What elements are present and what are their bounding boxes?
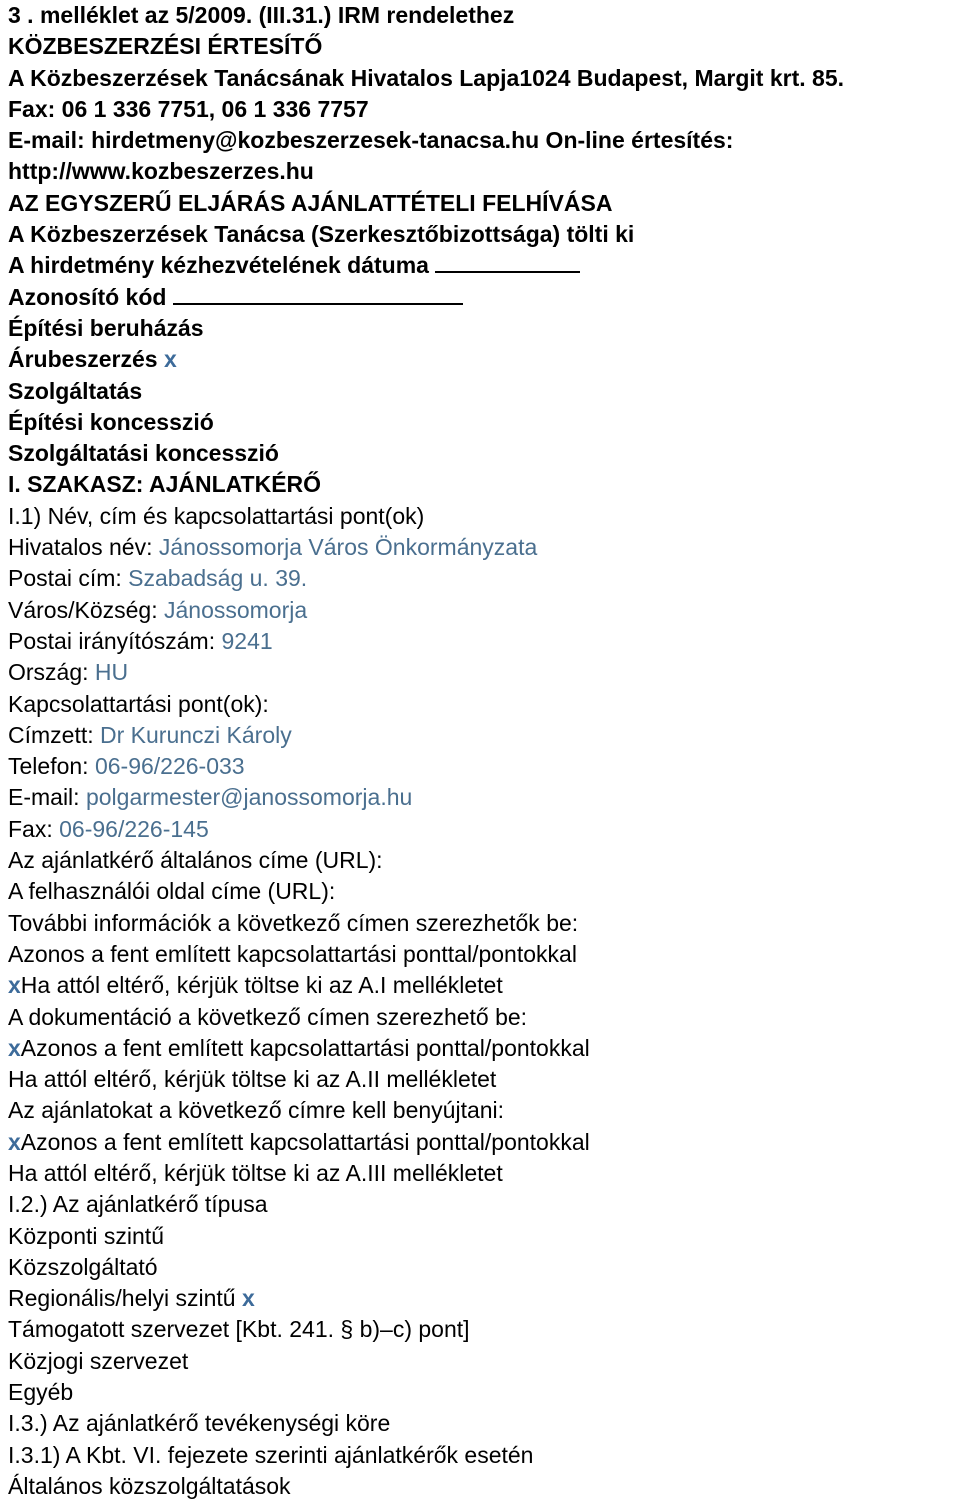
email-value: polgarmester@janossomorja.hu (85, 784, 413, 811)
email-row (8, 782, 960, 813)
postal-address-row (8, 563, 960, 594)
type-supply-row (8, 344, 960, 375)
addressee-row (8, 720, 960, 751)
fax-row (8, 814, 960, 845)
country-row (8, 657, 960, 688)
same-as-contact-3-row (8, 1127, 960, 1158)
type-supply-mark: x (163, 346, 177, 373)
receipt-date-blank (435, 251, 580, 273)
id-code-row (8, 282, 960, 313)
journal-email-online: E-mail: hirdetmeny@kozbeszerzesek-tanacsa.hu On-line értesítés: (8, 127, 734, 154)
annex-a1-row (8, 970, 960, 1001)
contact-heading: I.1) Név, cím és kapcsolattartási pont(ok) (8, 502, 425, 529)
postal-address-value: Szabadság u. 39. (128, 565, 308, 592)
buyer-profile-url-label: A felhasználói oldal címe (URL): (8, 878, 336, 905)
postcode-row (8, 626, 960, 657)
buyer-type-regional-mark: x (241, 1285, 255, 1312)
notice-title: AZ EGYSZERŰ ELJÁRÁS AJÁNLATTÉTELI FELHÍVÁSA (8, 189, 613, 216)
id-code-label: Azonosító kód (8, 283, 167, 310)
documentation-label: A dokumentáció a következő címen szerezhető be: (8, 1003, 528, 1030)
section-sign: § (340, 1316, 354, 1343)
receipt-date-row (8, 250, 960, 281)
id-code-blank (173, 283, 463, 305)
buyer-type-supported: Támogatott szervezet [Kbt. 241. (8, 1316, 334, 1343)
country-label: Ország: (8, 659, 89, 686)
buyer-type-heading: I.2.) Az ajánlatkérő típusa (8, 1191, 268, 1218)
same-as-contact-3-mark: x (8, 1128, 21, 1155)
buyer-type-other: Egyéb (8, 1379, 74, 1406)
contact-points-label: Kapcsolattartási pont(ok): (8, 690, 269, 717)
further-info-label: További információk a következő címen szerezhetők be: (8, 909, 579, 936)
buyer-type-supported-row (8, 1314, 960, 1345)
same-as-contact-2-row (8, 1033, 960, 1064)
journal-subtitle: A Közbeszerzések Tanácsának Hivatalos Lapja1024 Budapest, Margit krt. 85. (8, 64, 845, 91)
official-name-label: Hivatalos név: (8, 534, 153, 561)
journal-title: KÖZBESZERZÉSI ÉRTESÍTŐ (8, 33, 323, 60)
journal-website: http://www.kozbeszerzes.hu (8, 158, 314, 185)
type-works: Építési beruházás (8, 314, 204, 341)
city-value: Jánossomorja (163, 596, 308, 623)
city-row (8, 595, 960, 626)
email-label: E-mail: (8, 784, 80, 811)
type-supply: Árubeszerzés (8, 346, 158, 373)
annex-a1-mark: x (8, 972, 21, 999)
same-as-contact-3-text: Azonos a fent említett kapcsolattartási ponttal/pontokkal (20, 1128, 590, 1155)
country-value: HU (94, 659, 129, 686)
type-service: Szolgáltatás (8, 377, 143, 404)
annex-a3: Ha attól eltérő, kérjük töltse ki az A.III mellékletet (8, 1159, 503, 1186)
activity-general-public-services: Általános közszolgáltatások (8, 1472, 291, 1499)
phone-label: Telefon: (8, 753, 89, 780)
annex-a1-text: Ha attól eltérő, kérjük töltse ki az A.I mellékletet (20, 972, 503, 999)
section-1-heading: I. SZAKASZ: AJÁNLATKÉRŐ (8, 471, 322, 498)
submit-to-label: Az ajánlatokat a következő címre kell benyújtani: (8, 1097, 505, 1124)
postcode-value: 9241 (221, 627, 273, 654)
type-service-concession: Szolgáltatási koncesszió (8, 440, 279, 467)
filled-by-note: A Közbeszerzések Tanácsa (Szerkesztőbizottsága) tölti ki (8, 221, 635, 248)
city-label: Város/Község: (8, 596, 158, 623)
buyer-type-supported-tail: b)–c) pont] (359, 1316, 470, 1343)
same-as-contact-2-mark: x (8, 1034, 21, 1061)
buyer-type-central: Központi szintű (8, 1222, 164, 1249)
buyer-type-public-utility: Közszolgáltató (8, 1253, 158, 1280)
postal-address-label: Postai cím: (8, 565, 122, 592)
official-name-row (8, 532, 960, 563)
buyer-type-regional: Regionális/helyi szintű (8, 1285, 236, 1312)
fax-value: 06-96/226-145 (59, 815, 209, 842)
phone-value: 06-96/226-033 (94, 753, 245, 780)
addressee-value: Dr Kurunczi Károly (100, 721, 292, 748)
same-as-contact-2-text: Azonos a fent említett kapcsolattartási ponttal/pontokkal (20, 1034, 590, 1061)
buyer-type-regional-row (8, 1283, 960, 1314)
buyer-type-public-law-body: Közjogi szervezet (8, 1347, 189, 1374)
type-works-concession: Építési koncesszió (8, 408, 214, 435)
activity-heading: I.3.) Az ajánlatkérő tevékenységi köre (8, 1410, 391, 1437)
journal-fax: Fax: 06 1 336 7751, 06 1 336 7757 (8, 95, 369, 122)
addressee-label: Címzett: (8, 721, 94, 748)
annex-reference: 3 . melléklet az 5/2009. (III.31.) IRM rendelethez (8, 2, 515, 28)
general-url-label: Az ajánlatkérő általános címe (URL): (8, 847, 383, 874)
postcode-label: Postai irányítószám: (8, 627, 216, 654)
annex-a2: Ha attól eltérő, kérjük töltse ki az A.II mellékletet (8, 1066, 497, 1093)
same-as-contact-1: Azonos a fent említett kapcsolattartási ponttal/pontokkal (8, 940, 577, 967)
fax-label: Fax: (8, 815, 53, 842)
activity-subheading: I.3.1) A Kbt. VI. fejezete szerinti ajánlatkérők esetén (8, 1441, 534, 1468)
phone-row (8, 751, 960, 782)
receipt-date-label: A hirdetmény kézhezvételének dátuma (8, 252, 429, 279)
official-name-value: Jánossomorja Város Önkormányzata (158, 534, 538, 561)
